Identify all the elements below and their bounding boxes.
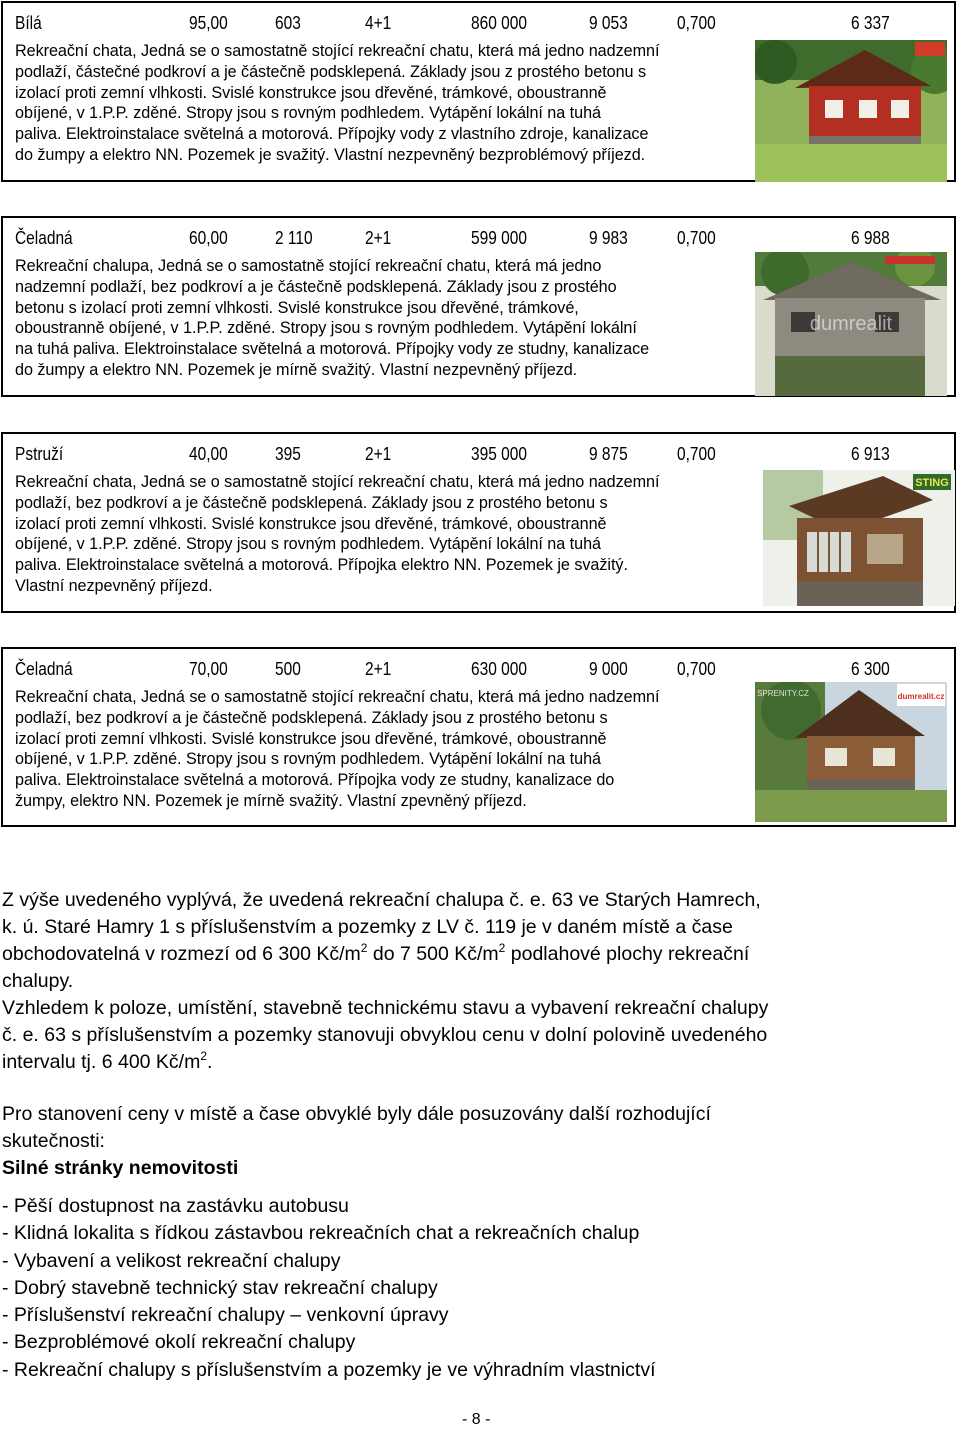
description-line: podlaží, bez podkroví a je částečně podsklepená. Základy jsou z prostého betonu s (15, 708, 608, 727)
listing-description (15, 256, 731, 381)
listing-disposition: 4+1 (365, 13, 392, 33)
listing-unit-price: 9 053 (589, 13, 628, 33)
listing-price: 395 000 (471, 444, 527, 464)
photo-watermark: STING (915, 477, 949, 489)
listing-number: 500 (275, 659, 301, 679)
listing-location: Bílá (15, 13, 42, 33)
description-line: obíjené, v 1.P.P. zděné. Stropy jsou s rovným podhledem. Vytápění lokální na tuhá (15, 104, 601, 123)
stone-cottage-photo (755, 252, 947, 396)
listing-coefficient: 0,700 (677, 13, 716, 33)
conclusion-line: chalupy. (2, 970, 74, 992)
listing-unit-price: 9 000 (589, 659, 628, 679)
strengths-list (2, 1193, 656, 1384)
listing-description (15, 687, 731, 812)
listing-location: Čeladná (15, 228, 73, 248)
conclusion-line: k. ú. Staré Hamry 1 s příslušenstvím a pozemky z LV č. 119 je v daném místě a čase (2, 916, 733, 938)
listing-area: 70,00 (189, 659, 228, 679)
listing-adjusted-price: 6 988 (851, 228, 890, 248)
strengths-heading: Silné stránky nemovitosti (2, 1157, 239, 1179)
listing-disposition: 2+1 (365, 659, 392, 679)
listing-price: 630 000 (471, 659, 527, 679)
listing-location: Pstruží (15, 444, 64, 464)
description-line: paliva. Elektroinstalace světelná a motorová. Přípojky vody z vlastního zdroje, kanalizace (15, 125, 649, 144)
listing-card (1, 216, 956, 397)
listing-description (15, 472, 731, 597)
photo-watermark: dumrealit.cz (897, 692, 945, 701)
listing-adjusted-price: 6 300 (851, 659, 890, 679)
description-line: paliva. Elektroinstalace světelná a motorová. Přípojka vody ze studny, kanalizace do (15, 771, 615, 790)
listing-location: Čeladná (15, 659, 73, 679)
photo-watermark: dumrealit (809, 313, 893, 335)
facts-line: skutečnosti: (2, 1130, 105, 1152)
description-line: podlaží, částečné podkroví a je částečně podsklepená. Základy jsou z prostého betonu s (15, 62, 647, 81)
listing-disposition: 2+1 (365, 228, 392, 248)
description-line: paliva. Elektroinstalace světelná a motorová. Přípojka elektro NN. Pozemek je svažitý. (15, 556, 628, 575)
description-line: podlaží, bez podkroví a je částečně podsklepená. Základy jsou z prostého betonu s (15, 493, 608, 512)
description-line: Rekreační chata, Jedná se o samostatně stojící rekreační chatu, která má jedno nadzemní (15, 473, 660, 491)
listing-unit-price: 9 983 (589, 228, 628, 248)
list-item: - Vybavení a velikost rekreační chalupy (2, 1249, 341, 1272)
conclusion-line: Z výše uvedeného vyplývá, že uvedená rekreační chalupa č. e. 63 ve Starých Hamrech, (2, 889, 761, 911)
listing-price: 599 000 (471, 228, 527, 248)
description-line: betonu s izolací proti zemní vlhkosti. Svislé konstrukce jsou dřevěné, trámkové, (15, 298, 579, 317)
description-line: Rekreační chalupa, Jedná se o samostatně stojící rekreační chatu, která má jedno (15, 257, 602, 275)
listing-adjusted-price: 6 913 (851, 444, 890, 464)
listing-coefficient: 0,700 (677, 228, 716, 248)
listing-number: 2 110 (275, 228, 313, 248)
listing-area: 60,00 (189, 228, 228, 248)
description-line: Rekreační chata, Jedná se o samostatně stojící rekreační chatu, která má jedno nadzemní (15, 42, 660, 60)
listing-coefficient: 0,700 (677, 659, 716, 679)
listing-area: 95,00 (189, 13, 228, 33)
description-line: na tuhá paliva. Elektroinstalace světelná a motorová. Přípojky vody ze studny, kanalizace (15, 340, 650, 359)
page-number: - 8 - (462, 1411, 491, 1428)
description-line: do žumpy a elektro NN. Pozemek je svažitý. Vlastní nezpevněný bezproblémový příjezd. (15, 145, 646, 164)
description-line: Rekreační chata, Jedná se o samostatně stojící rekreační chatu, která má jedno nadzemní (15, 688, 660, 706)
listing-header-row (3, 434, 954, 474)
description-line: žumpy, elektro NN. Pozemek je mírně svažitý. Vlastní zpevněný příjezd. (15, 791, 527, 810)
mountain-chalet-photo (755, 682, 947, 822)
description-line: obíjené, v 1.P.P. zděné. Stropy jsou s rovným podhledem. Vytápění lokální na tuhá (15, 750, 601, 769)
conclusion-line: č. e. 63 s příslušenstvím a pozemky stanovuji obvyklou cenu v dolní polovině uvedeného (2, 1024, 768, 1046)
conclusion-paragraph (2, 887, 952, 1076)
listing-description (15, 41, 731, 166)
list-item: - Příslušenství rekreační chalupy – venkovní úpravy (2, 1304, 449, 1327)
listing-adjusted-price: 6 337 (851, 13, 890, 33)
listing-card (1, 1, 956, 182)
description-line: izolací proti zemní vlhkosti. Svislé konstrukce jsou dřevěné, trámkové, oboustranně (15, 83, 607, 102)
description-line: do žumpy a elektro NN. Pozemek je mírně svažitý. Vlastní nezpevněný příjezd. (15, 360, 578, 379)
facts-line: Pro stanovení ceny v místě a čase obvyklé byly dále posuzovány další rozhodující (2, 1103, 711, 1125)
list-item: - Rekreační chalupy s příslušenstvím a pozemky je ve výhradním vlastnictví (2, 1358, 656, 1381)
listing-card (1, 647, 956, 827)
conclusion-line: intervalu tj. 6 400 $Kč/m^2$. (2, 1049, 213, 1073)
listing-header-row (3, 3, 954, 43)
description-line: Vlastní nezpevněný příjezd. (15, 576, 213, 595)
description-line: izolací proti zemní vlhkosti. Svislé konstrukce jsou dřevěné, trámkové, oboustranně (15, 729, 607, 748)
description-line: nadzemní podlaží, bez podkroví a je částečně podsklepená. Základy jsou z prostého (15, 277, 617, 296)
description-line: obíjené, v 1.P.P. zděné. Stropy jsou s rovným podhledem. Vytápění lokální na tuhá (15, 535, 601, 554)
listing-card (1, 432, 956, 613)
conclusion-line: obchodovatelná v rozmezí od 6 300 $Kč/m^2$ do 7 500 $Kč/m^2$ podlahové plochy rekreační (2, 941, 750, 965)
listing-area: 40,00 (189, 444, 228, 464)
listing-disposition: 2+1 (365, 444, 392, 464)
facts-paragraph (2, 1101, 952, 1155)
list-item: - Dobrý stavebně technický stav rekreační chalupy (2, 1276, 438, 1299)
red-wooden-cottage-photo (755, 40, 947, 182)
description-line: izolací proti zemní vlhkosti. Svislé konstrukce jsou dřevěné, trámkové, oboustranně (15, 514, 607, 533)
listing-number: 395 (275, 444, 301, 464)
listing-coefficient: 0,700 (677, 444, 716, 464)
description-line: oboustranně obíjené, v 1.P.P. zděné. Stropy jsou s rovným podhledem. Vytápění lokální (15, 319, 637, 338)
listing-unit-price: 9 875 (589, 444, 628, 464)
conclusion-line: Vzhledem k poloze, umístění, stavebně technickému stavu a vybavení rekreační chalupy (2, 997, 769, 1019)
brown-wooden-cottage-photo (763, 470, 955, 606)
photo-watermark: SPRENITY.CZ (757, 689, 809, 698)
listing-price: 860 000 (471, 13, 527, 33)
listing-number: 603 (275, 13, 301, 33)
list-item: - Klidná lokalita s řídkou zástavbou rekreačních chat a rekreačních chalup (2, 1222, 640, 1245)
list-item: - Pěší dostupnost na zastávku autobusu (2, 1195, 349, 1217)
list-item: - Bezproblémové okolí rekreační chalupy (2, 1331, 356, 1354)
